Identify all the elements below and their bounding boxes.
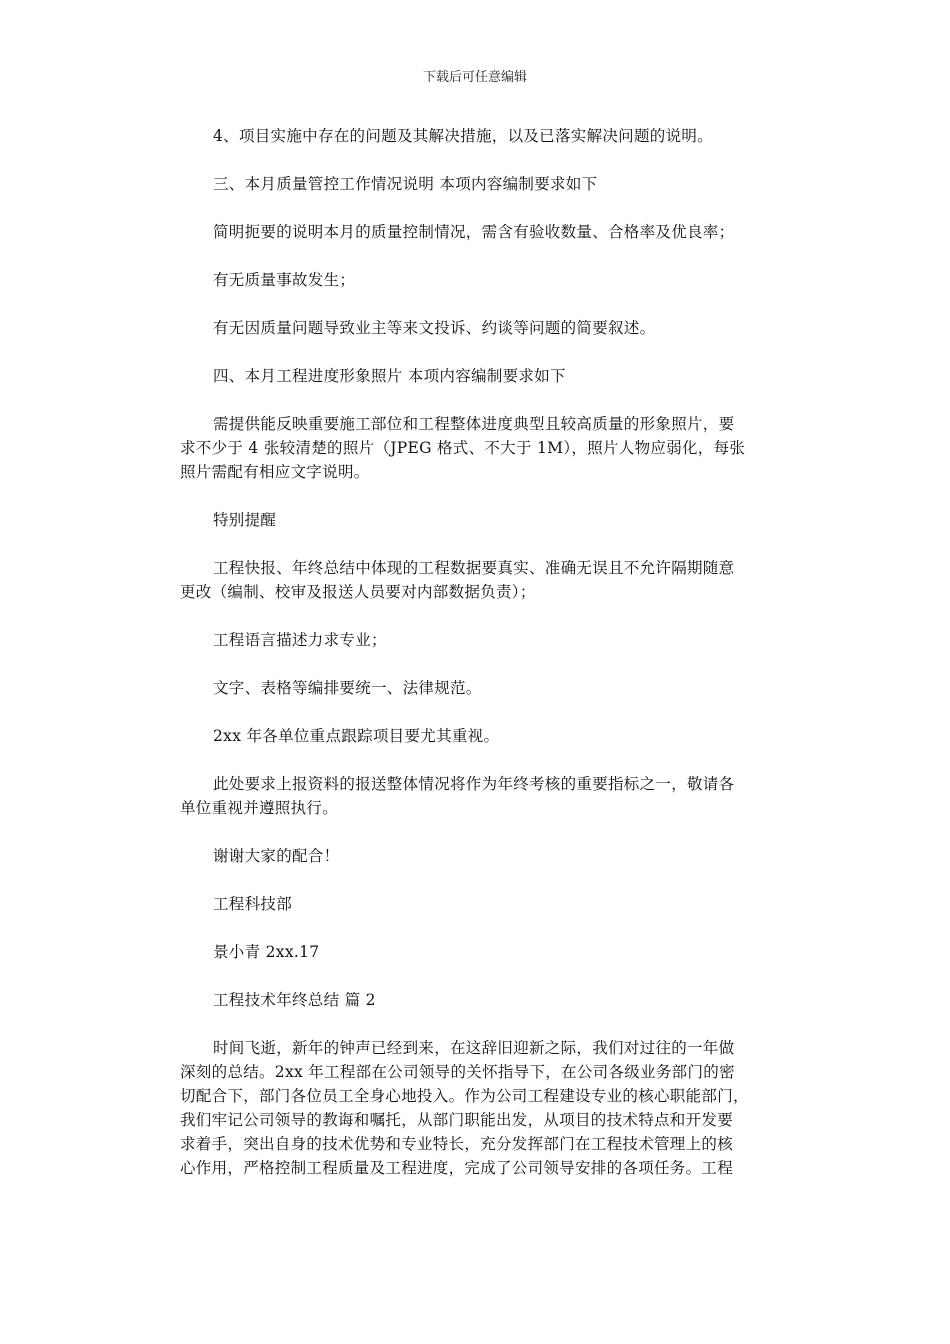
paragraph (180, 988, 772, 1012)
paragraph (180, 316, 772, 340)
paragraph-line: 工程快报、年终总结中体现的工程数据要真实、准确无误且不允许隔期随意 (213, 559, 735, 577)
paragraph (180, 364, 772, 388)
paragraph-line: 照片需配有相应文字说明。 (180, 463, 370, 481)
paragraph-line: 文字、表格等编排要统一、法律规范。 (213, 679, 482, 697)
paragraph (180, 172, 772, 196)
paragraph-line: 有无因质量问题导致业主等来文投诉、约谈等问题的简要叙述。 (213, 319, 656, 337)
paragraph-line: 需提供能反映重要施工部位和工程整体进度典型且较高质量的形象照片，要 (213, 415, 735, 433)
paragraph-line: 我们牢记公司领导的教诲和嘱托，从部门职能出发，从项目的技术特点和开发要 (180, 1111, 734, 1129)
paragraph-line: 求着手，突出自身的技术优势和专业特长，充分发挥部门在工程技术管理上的核 (180, 1135, 734, 1153)
paragraph-line: 三、本月质量管控工作情况说明 本项内容编制要求如下 (213, 175, 598, 193)
paragraph (180, 412, 772, 484)
page-header: 下载后可任意编辑 (422, 70, 527, 85)
paragraph-line: 时间飞逝，新年的钟声已经到来，在这辞旧迎新之际，我们对过往的一年做 (213, 1039, 735, 1057)
paragraph-line: 简明扼要的说明本月的质量控制情况，需含有验收数量、合格率及优良率； (213, 223, 735, 241)
paragraph-line: 单位重视并遵照执行。 (180, 799, 339, 817)
paragraph-line: 特别提醒 (213, 511, 277, 529)
paragraph-line: 4、项目实施中存在的问题及其解决措施，以及已落实解决问题的说明。 (213, 127, 713, 145)
paragraph-line: 工程技术年终总结 篇 2 (213, 991, 376, 1009)
paragraph-line: 工程科技部 (213, 895, 293, 913)
paragraph-line: 谢谢大家的配合！ (213, 847, 340, 865)
paragraph (180, 940, 772, 964)
paragraph-line: 景小青 2xx.17 (213, 943, 320, 961)
paragraph (180, 628, 772, 652)
paragraph (180, 1036, 772, 1180)
paragraph (180, 268, 772, 292)
paragraph (180, 676, 772, 700)
paragraph-line: 求不少于 4 张较清楚的照片（JPEG 格式、不大于 1M），照片人物应弱化，每张 (180, 439, 746, 457)
paragraph (180, 772, 772, 820)
paragraph-line: 工程语言描述力求专业； (213, 631, 387, 649)
paragraph-line: 有无质量事故发生； (213, 271, 356, 289)
paragraph (180, 724, 772, 748)
paragraph (180, 844, 772, 868)
paragraph-line: 切配合下，部门各位员工全身心地投入。作为公司工程建设专业的核心职能部门， (180, 1087, 749, 1105)
paragraph (180, 892, 772, 916)
paragraph-line: 深刻的总结。2xx 年工程部在公司领导的关怀指导下，在公司各级业务部门的密 (180, 1063, 735, 1081)
paragraph-line: 此处要求上报资料的报送整体情况将作为年终考核的重要指标之一，敬请各 (213, 775, 735, 793)
paragraph-line: 心作用，严格控制工程质量及工程进度，完成了公司领导安排的各项任务。工程 (180, 1159, 734, 1177)
paragraph (180, 220, 772, 244)
paragraph (180, 124, 772, 148)
paragraph-line: 更改（编制、校审及报送人员要对内部数据负责）； (180, 583, 536, 601)
paragraph (180, 508, 772, 532)
document-body (180, 124, 772, 1180)
paragraph (180, 556, 772, 604)
paragraph-line: 四、本月工程进度形象照片 本项内容编制要求如下 (213, 367, 566, 385)
paragraph-line: 2xx 年各单位重点跟踪项目要尤其重视。 (213, 727, 500, 745)
